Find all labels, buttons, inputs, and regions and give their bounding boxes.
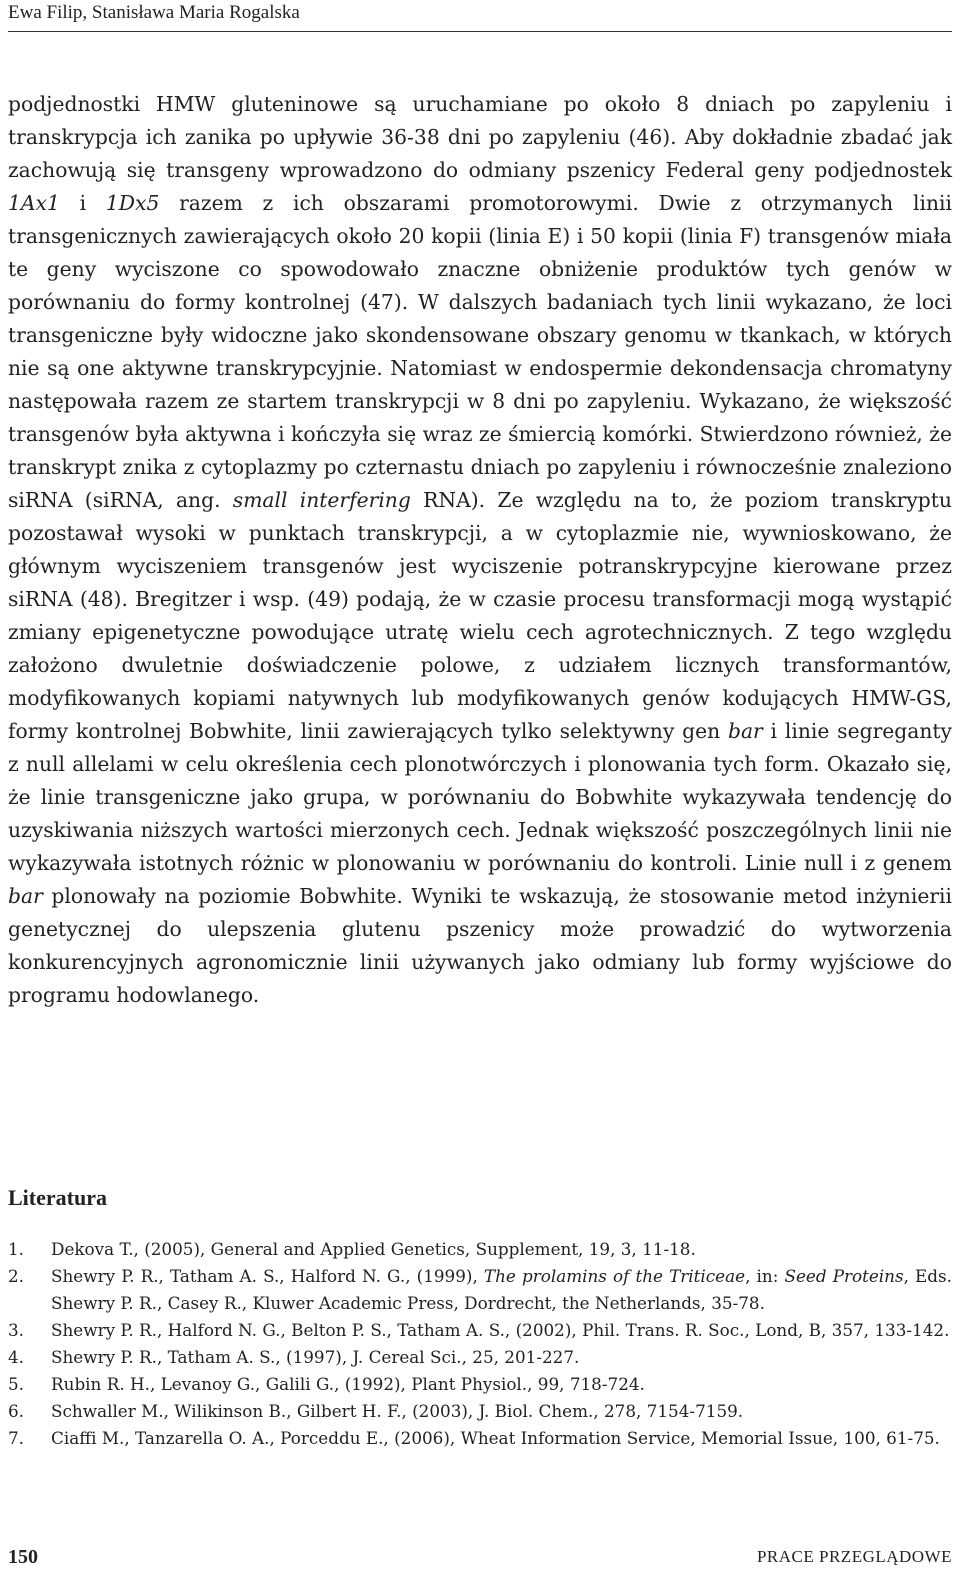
reference-number: 7.: [8, 1428, 25, 1448]
reference-title-italic: The prolamins of the Triticeae: [483, 1266, 746, 1286]
gene-name-italic: bar: [8, 884, 43, 908]
reference-item: [8, 1425, 952, 1452]
reference-text-segment: , Eds. Shewry P. R., Casey R., Kluwer Academic Press, Dordrecht, the Netherlands, 35-78.: [51, 1266, 952, 1313]
gene-name-italic: 1Dx5: [105, 191, 160, 215]
reference-text-segment: , in:: [745, 1266, 785, 1286]
reference-text: Ciaffi M., Tanzarella O. A., Porceddu E., (2006), Wheat Information Service, Memorial Issue, 100, 61-75.: [51, 1428, 940, 1448]
page-number: 150: [8, 1546, 38, 1568]
term-italic: small interfering: [232, 488, 411, 512]
gene-name-italic: 1Ax1: [8, 191, 60, 215]
journal-section-label: PRACE PRZEGLĄDOWE: [756, 1547, 952, 1566]
reference-text: Rubin R. H., Levanoy G., Galili G., (1992), Plant Physiol., 99, 718-724.: [51, 1374, 645, 1394]
reference-number: 1.: [8, 1239, 25, 1259]
reference-book-italic: Seed Proteins: [784, 1266, 904, 1286]
reference-text: Shewry P. R., Halford N. G., Belton P. S., Tatham A. S., (2002), Phil. Trans. R. Soc., Lond, B, 357, 133-142.: [51, 1320, 950, 1340]
reference-item: [8, 1263, 952, 1317]
reference-number: 5.: [8, 1374, 25, 1394]
reference-number: 6.: [8, 1401, 25, 1421]
reference-text: Dekova T., (2005), General and Applied Genetics, Supplement, 19, 3, 11-18.: [51, 1239, 696, 1259]
reference-item: [8, 1344, 952, 1371]
reference-text-segment: Shewry P. R., Tatham A. S., Halford N. G., (1999),: [51, 1266, 484, 1286]
reference-item: [8, 1371, 952, 1398]
body-text-segment: plonowały na poziomie Bobwhite. Wyniki te wskazują, że stosowanie metod inżynierii genetycznej do ulepszenia glutenu pszenicy może prowadzić do wytworzenia konkurencyjnych agronomicznie linii używanych jako odmiany lub formy wyjściowe do programu hodowlanego.: [8, 884, 952, 1007]
references-heading: Literatura: [8, 1185, 107, 1210]
reference-number: 2.: [8, 1266, 25, 1286]
header-rule: [8, 31, 952, 32]
body-text-segment: i: [59, 191, 106, 215]
body-text-segment: razem z ich obszarami promotorowymi. Dwie z otrzymanych linii transgenicznych zawierających około 20 kopii (linia E) i 50 kopii (linia F) transgenów miała te geny wyciszone co spowodowało znaczne obniżenie produktów tych genów w porównaniu do formy kontrolnej (47). W dalszych badaniach tych linii wykazano, że loci transgeniczne były widoczne jako skondensowane obszary genomu w tkankach, w których nie są one aktywne transkrypcyjnie. Natomiast w endospermie dekondensacja chromatyny następowała razem ze startem transkrypcji w 8 dni po zapyleniu. Wykazano, że większość transgenów była aktywna i kończyła się wraz ze śmiercią komórki. Stwierdzono również, że transkrypt znika z cytoplazmy po czternastu dniach po zapyleniu i równocześnie znaleziono siRNA (siRNA, ang.: [8, 191, 952, 512]
reference-item: [8, 1317, 952, 1344]
body-text-segment: i linie segreganty z null allelami w celu określenia cech plonotwórczych i plonowania tych form. Okazało się, że linie transgeniczne jako grupa, w porównaniu do Bobwhite wykazywała tendencję do uzyskiwania niższych wartości mierzonych cech. Jednak większość poszczególnych linii nie wykazywała istotnych różnic w plonowaniu w porównaniu do kontroli. Linie null i z genem: [8, 719, 953, 875]
running-header-authors: Ewa Filip, Stanisława Maria Rogalska: [8, 2, 300, 23]
reference-text: Schwaller M., Wilikinson B., Gilbert H. F., (2003), J. Biol. Chem., 278, 7154-7159.: [51, 1401, 744, 1421]
reference-item: [8, 1236, 952, 1263]
body-text-segment: podjednostki HMW gluteninowe są uruchamiane po około 8 dniach po zapyleniu i transkrypcja ich zanika po upływie 36-38 dni po zapyleniu (46). Aby dokładnie zbadać jak zachowują się transgeny wprowadzono do odmiany pszenicy Federal geny podjednostek: [8, 92, 952, 182]
reference-text: Shewry P. R., Tatham A. S., (1997), J. Cereal Sci., 25, 201-227.: [51, 1347, 580, 1367]
gene-name-italic: bar: [727, 719, 763, 743]
body-text-segment: RNA). Ze względu na to, że poziom transkryptu pozostawał wysoki w punktach transkrypcji, a w cytoplazmie nie, wywnioskowano, że głównym wyciszeniem transgenów jest wyciszenie potranskrypcyjne kierowane przez siRNA (48). Bregitzer i wsp. (49) podają, że w czasie procesu transformacji mogą wystąpić zmiany epigenetyczne powodujące utratę wielu cech agrotechnicznych. Z tego względu założono dwuletnie doświadczenie polowe, z udziałem licznych transformantów, modyfikowanych kopiami natywnych lub modyfikowanych genów kodujących HMW-GS, formy kontrolnej Bobwhite, linii zawierających tylko selektywny gen: [8, 488, 952, 743]
reference-number: 3.: [8, 1320, 25, 1340]
reference-number: 4.: [8, 1347, 25, 1367]
reference-text: [51, 1263, 952, 1317]
body-paragraph: [8, 88, 952, 1012]
reference-item: [8, 1398, 952, 1425]
references-list: [8, 1236, 952, 1452]
